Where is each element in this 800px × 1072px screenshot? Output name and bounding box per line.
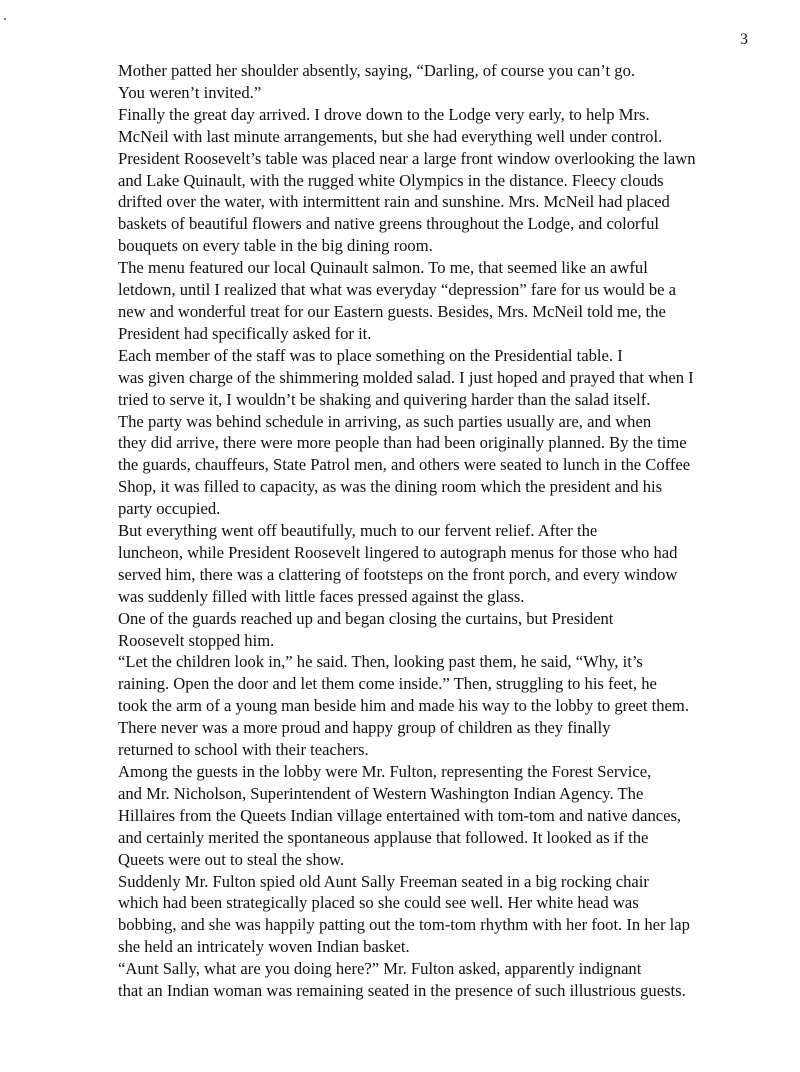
- paragraph: [70, 345, 756, 411]
- text-line: “Aunt Sally, what are you doing here?” Mr. Fulton asked, apparently indignant: [118, 959, 642, 979]
- paragraph: [70, 761, 756, 871]
- text-line: new and wonderful treat for our Eastern guests. Besides, Mrs. McNeil told me, the: [118, 301, 666, 321]
- text-line: and Mr. Nicholson, Superintendent of Western Washington Indian Agency. The: [118, 783, 644, 803]
- text-line: Each member of the staff was to place something on the Presidential table. I: [118, 345, 623, 365]
- text-line: You weren’t invited.”: [118, 82, 262, 102]
- paragraph: [70, 608, 756, 652]
- text-line: “Let the children look in,” he said. Then, looking past them, he said, “Why, it’s: [118, 652, 643, 672]
- text-line: raining. Open the door and let them come inside.” Then, struggling to his feet, he: [118, 674, 657, 694]
- paragraph: [70, 717, 756, 761]
- text-line: returned to school with their teachers.: [118, 740, 369, 760]
- text-line: There never was a more proud and happy group of children as they finally: [118, 718, 611, 738]
- text-line: Finally the great day arrived. I drove down to the Lodge very early, to help Mrs.: [118, 104, 650, 124]
- text-line: One of the guards reached up and began closing the curtains, but President: [118, 608, 614, 628]
- body-text: [70, 60, 756, 1002]
- paragraph: [70, 958, 756, 1002]
- paragraph: [70, 104, 756, 257]
- text-line: Mother patted her shoulder absently, saying, “Darling, of course you can’t go.: [118, 61, 636, 80]
- text-line: served him, there was a clattering of footsteps on the front porch, and every window: [118, 564, 678, 584]
- text-line: President Roosevelt’s table was placed near a large front window overlooking the lawn: [118, 148, 696, 168]
- text-line: luncheon, while President Roosevelt lingered to autograph menus for those who had: [118, 542, 678, 562]
- text-line: they did arrive, there were more people than had been originally planned. By the time: [118, 433, 687, 453]
- text-line: bobbing, and she was happily patting out the tom-tom rhythm with her foot. In her lap: [118, 915, 690, 935]
- text-line: Shop, it was filled to capacity, as was the dining room which the president and his: [118, 477, 663, 497]
- paragraph: [70, 411, 756, 521]
- text-line: and certainly merited the spontaneous applause that followed. It looked as if the: [118, 827, 649, 847]
- text-line: Queets were out to steal the show.: [118, 849, 345, 869]
- paragraph: [70, 871, 756, 959]
- page-number: 3: [740, 31, 748, 48]
- paragraph: [70, 60, 756, 104]
- text-line: The menu featured our local Quinault salmon. To me, that seemed like an awful: [118, 258, 648, 278]
- text-line: and Lake Quinault, with the rugged white Olympics in the distance. Fleecy clouds: [118, 170, 664, 190]
- text-line: letdown, until I realized that what was everyday “depression” fare for us would be a: [118, 280, 676, 300]
- text-line: she held an intricately woven Indian basket.: [118, 937, 410, 957]
- text-line: President had specifically asked for it.: [118, 323, 372, 343]
- text-line: baskets of beautiful flowers and native greens throughout the Lodge, and colorful: [118, 214, 659, 234]
- text-line: Among the guests in the lobby were Mr. Fulton, representing the Forest Service,: [118, 762, 652, 781]
- text-line: McNeil with last minute arrangements, but she had everything well under control.: [118, 126, 663, 146]
- text-line: was given charge of the shimmering molded salad. I just hoped and prayed that when I: [118, 367, 694, 387]
- text-line: The party was behind schedule in arriving, as such parties usually are, and when: [118, 411, 652, 431]
- text-line: Hillaires from the Queets Indian village entertained with tom-tom and native dances,: [118, 805, 682, 825]
- text-line: party occupied.: [118, 499, 221, 519]
- text-line: tried to serve it, I wouldn’t be shaking and quivering harder than the salad itself.: [118, 389, 651, 409]
- text-line: the guards, chauffeurs, State Patrol men, and others were seated to lunch in the Coffee: [118, 455, 691, 475]
- text-line: took the arm of a young man beside him and made his way to the lobby to greet them.: [118, 696, 689, 716]
- text-line: bouquets on every table in the big dining room.: [118, 236, 433, 256]
- paragraph: [70, 651, 756, 717]
- text-line: was suddenly filled with little faces pressed against the glass.: [118, 586, 525, 606]
- text-line: But everything went off beautifully, much to our fervent relief. After the: [118, 521, 598, 541]
- text-line: Roosevelt stopped him.: [118, 630, 275, 650]
- text-line: drifted over the water, with intermittent rain and sunshine. Mrs. McNeil had placed: [118, 192, 670, 212]
- scan-speck: [4, 18, 6, 20]
- paragraph: [70, 257, 756, 345]
- text-line: Suddenly Mr. Fulton spied old Aunt Sally Freeman seated in a big rocking chair: [118, 871, 649, 891]
- text-line: that an Indian woman was remaining seated in the presence of such illustrious guests.: [118, 981, 686, 1001]
- paragraph: [70, 520, 756, 608]
- text-line: which had been strategically placed so she could see well. Her white head was: [118, 893, 639, 913]
